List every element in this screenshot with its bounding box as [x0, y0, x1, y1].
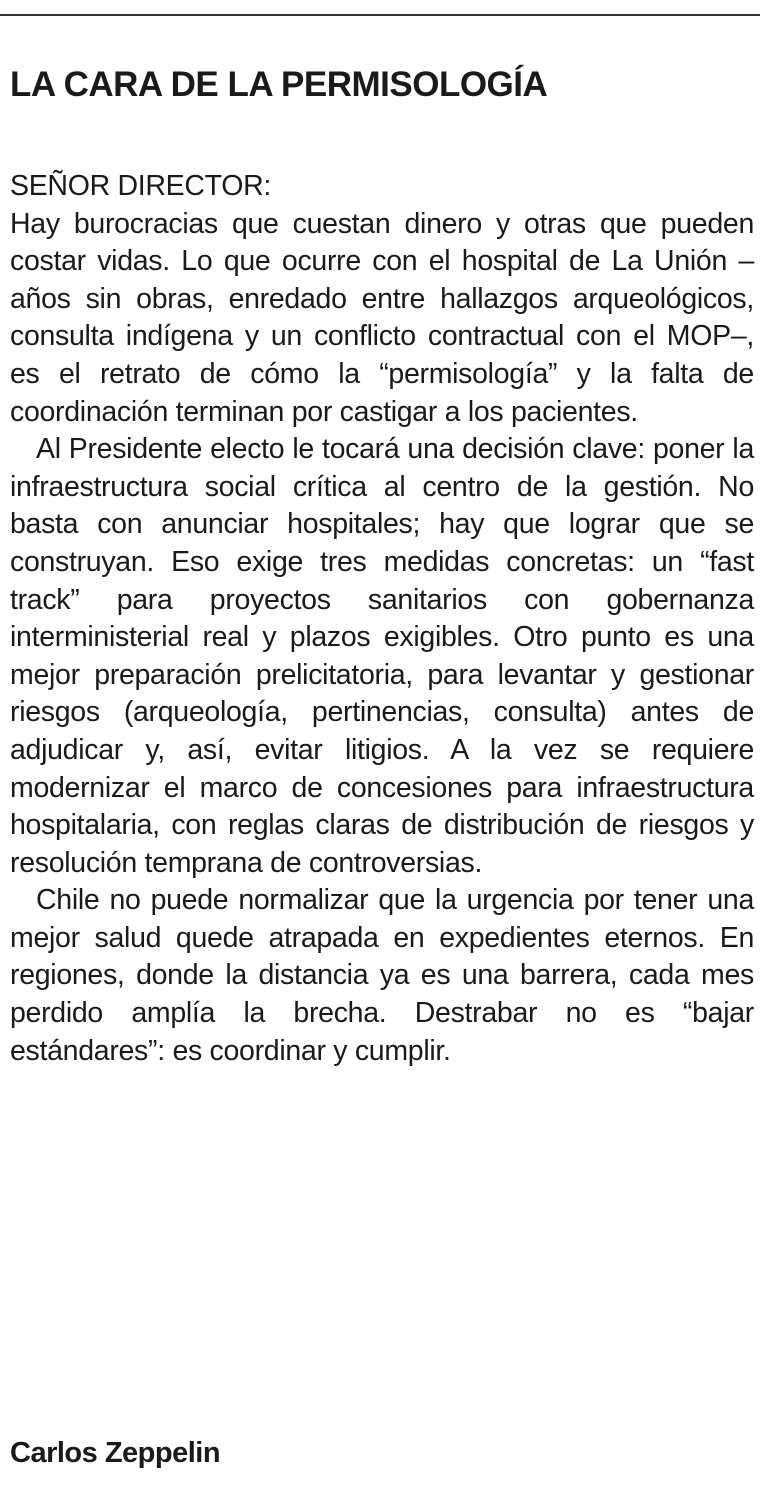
letter-salutation: SEÑOR DIRECTOR:: [10, 170, 272, 202]
top-rule: [0, 14, 760, 16]
author-signature: Carlos Zeppelin: [10, 1437, 221, 1469]
article-headline: LA CARA DE LA PERMISOLOGÍA: [10, 65, 548, 104]
letter-paragraph-3: Chile no puede normalizar que la urgencia por tener una mejor salud quede atrapada en expedientes eternos. En regiones, donde la distancia ya es una barrera, cada mes perdido amplía la brecha. Destrabar no es “bajar estándares”: es coordinar y cumplir.: [10, 884, 754, 1067]
letter-body: [10, 168, 754, 1070]
letter-paragraph-2: Al Presidente electo le tocará una decisión clave: poner la infraestructura social crítica al centro de la gestión. No basta con anunciar hospitales; hay que lograr que se construyan. Eso exige tres medidas concretas: un “fast track” para proyectos sanitarios con gobernanza interministerial real y plazos exigibles. Otro punto es una mejor preparación prelicitatoria, para levantar y gestionar riesgos (arqueología, pertinencias, consulta) antes de adjudicar y, así, evitar litigios. A la vez se requiere modernizar el marco de concesiones para infraestructura hospitalaria, con reglas claras de distribución de riesgos y resolución temprana de controversias.: [10, 433, 754, 879]
letter-paragraph-1: Hay burocracias que cuestan dinero y otras que pueden costar vidas. Lo que ocurre con el hospital de La Unión –años sin obras, enredado entre hallazgos arqueológicos, consulta indígena y un conflicto contractual con el MOP–, es el retrato de cómo la “permisología” y la falta de coordinación terminan por castigar a los pacientes.: [10, 207, 754, 428]
